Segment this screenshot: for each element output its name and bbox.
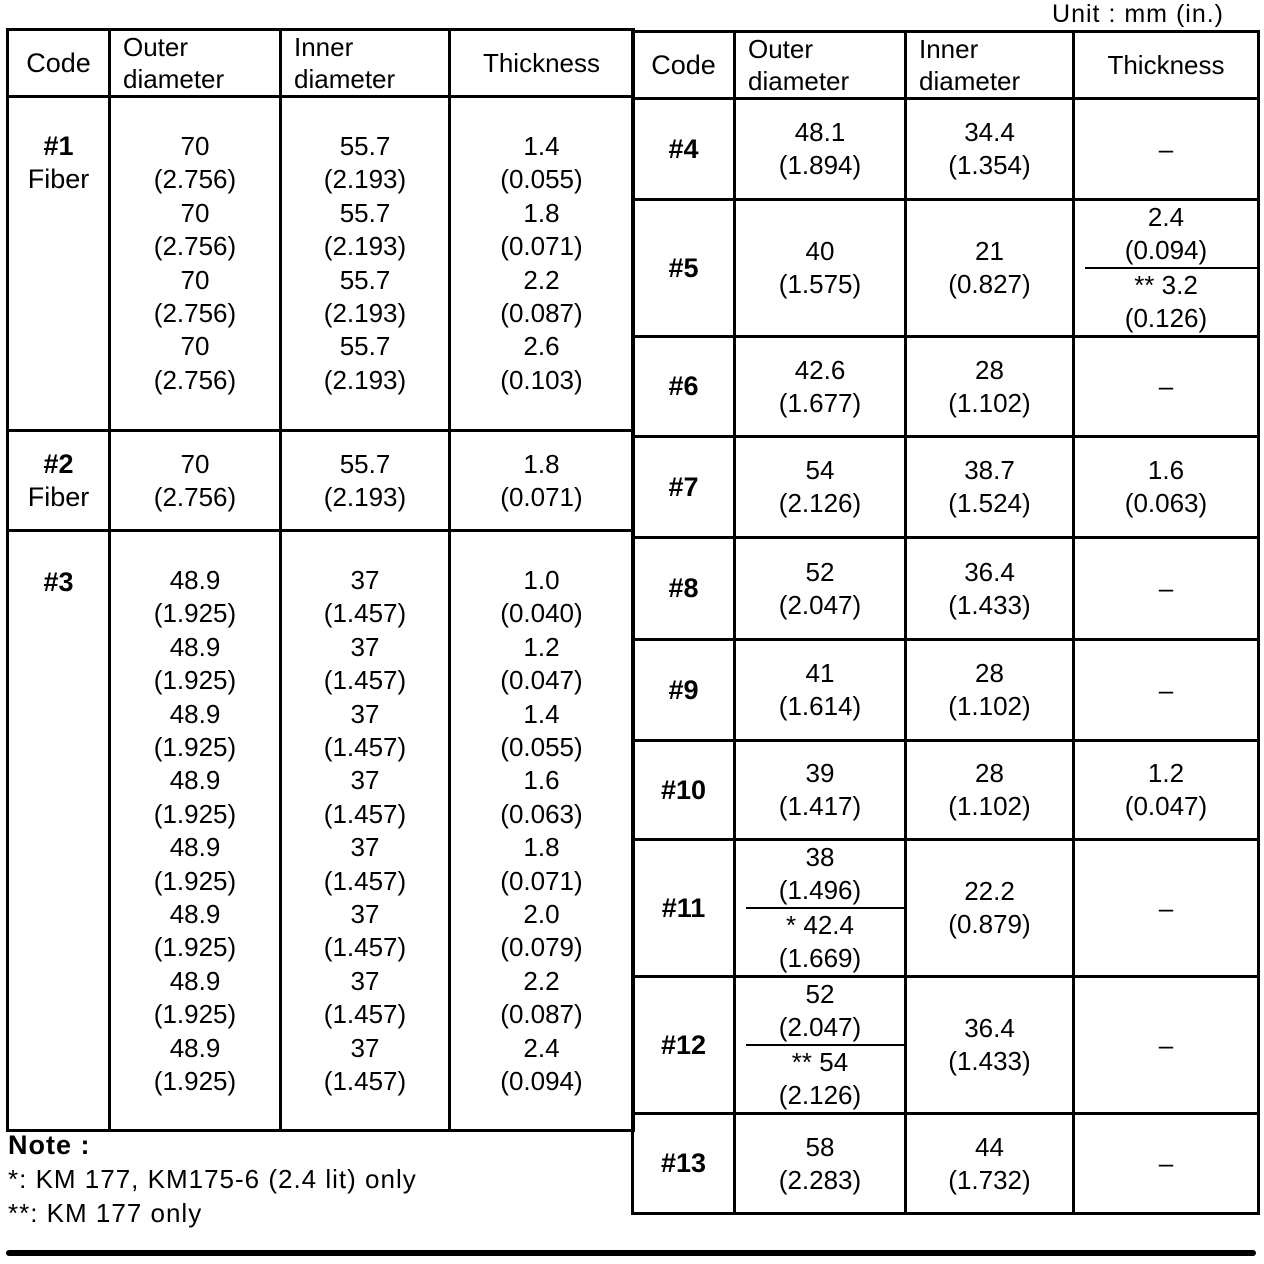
value-line: (2.193) [323,231,407,262]
table-row [633,200,1259,337]
value-line: (1.925) [153,999,237,1030]
value-line: 2.4 [1147,202,1185,232]
header-code: Code [633,32,735,99]
outer-diameter-cell [110,531,281,1131]
value-line: 70 [180,448,210,479]
value-line: (0.071) [500,481,583,512]
value-line: 34.4 [964,117,1015,147]
thickness-cell: – [1074,99,1259,200]
value-line: 37 [350,765,380,796]
value-line: 1.8 [523,832,560,863]
value-line: 36.4 [964,556,1015,587]
value-line: (1.417) [778,791,862,821]
header-row [8,30,634,97]
inner-diameter-cell [281,431,450,531]
value-line: (0.055) [500,732,583,763]
value-line: (1.457) [323,932,407,963]
header-inner-diameter: Inner diameter [281,30,450,97]
value-line: 48.9 [169,698,221,729]
value-line: 1.2 [523,631,560,662]
value-line: 52 [805,979,835,1009]
note-line-2: **: KM 177 only [8,1198,203,1228]
inner-diameter-cell [281,97,450,431]
code-9: #9 [633,640,735,741]
value-line: 48.9 [169,565,221,595]
value-line: 37 [350,832,380,863]
bottom-rule [6,1250,1256,1256]
outer-diameter-cell [735,538,906,640]
table-row [633,640,1259,741]
value-line: 37 [350,965,380,996]
inner-diameter-cell [906,337,1074,437]
value-line: 22.2 [964,876,1015,906]
note-block [8,1128,417,1230]
right-spec-table [631,30,1260,1215]
thickness-cell [450,431,634,531]
code-1: #1 Fiber [8,97,110,431]
inner-diameter-cell [906,741,1074,840]
table-row [633,977,1259,1114]
value-line: (0.071) [500,231,583,262]
value-line: (2.756) [153,298,237,329]
inner-diameter-cell [906,200,1074,337]
value-line: 37 [350,631,380,662]
value-line: ** 3.2 [1134,270,1198,300]
value-line: (1.925) [153,932,237,963]
value-line: 52 [805,556,835,587]
value-line: 28 [975,758,1004,788]
value-line: 58 [805,1131,835,1162]
value-line: * 42.4 [786,910,854,940]
code-4: #4 [633,99,735,200]
value-line: (1.457) [323,732,407,763]
value-line: (1.614) [778,691,862,721]
value-line: (1.524) [948,488,1031,518]
value-line: (1.102) [948,691,1031,721]
value-line: (2.193) [323,298,407,329]
value-line: 21 [975,236,1004,266]
value-line: (2.756) [153,364,237,395]
thickness-cell [450,97,634,431]
value-line: 37 [350,565,380,595]
value-line: (1.354) [948,150,1031,180]
value-line: (2.756) [153,231,237,262]
outer-diameter-cell [735,640,906,741]
value-line: 39 [805,758,835,788]
value-line: (2.126) [778,1080,862,1110]
value-line: 48.9 [169,965,221,996]
thickness-cell [1074,741,1259,840]
outer-diameter-cell [735,1114,906,1214]
value-line: 1.0 [523,565,560,595]
thickness-cell: – [1074,337,1259,437]
value-line: (1.925) [153,665,237,696]
value-line: 70 [180,264,210,295]
inner-diameter-cell [281,531,450,1131]
table-row [633,337,1259,437]
table-row [633,99,1259,200]
thickness-cell [1074,200,1259,337]
value-line: 40 [805,236,835,266]
value-line: 1.8 [523,448,560,479]
inner-diameter-cell [906,977,1074,1114]
value-line: 55.7 [339,448,391,479]
inner-diameter-cell [906,538,1074,640]
outer-diameter-cell [735,437,906,538]
value-line: 37 [350,899,380,930]
value-line: (1.925) [153,798,237,829]
value-line: (0.879) [948,909,1031,939]
code-10: #10 [633,741,735,840]
inner-diameter-cell [906,437,1074,538]
value-line: 1.2 [1147,758,1185,788]
value-line: (1.457) [323,1066,407,1097]
value-line: 37 [350,1032,380,1063]
value-line: 2.4 [523,1032,560,1063]
thickness-cell: – [1074,840,1259,977]
header-code: Code [8,30,110,97]
table-row [8,97,634,431]
value-line: 44 [975,1131,1004,1162]
value-line: 48.9 [169,631,221,662]
header-outer-diameter: Outer diameter [735,32,906,99]
value-line: (1.677) [778,387,862,418]
table-row [633,741,1259,840]
outer-diameter-cell [110,431,281,531]
outer-diameter-cell [110,97,281,431]
value-line: (2.047) [778,1012,862,1042]
value-line: 55.7 [339,331,391,362]
thickness-cell: – [1074,538,1259,640]
value-line: (2.283) [778,1164,862,1195]
value-line: 28 [975,354,1004,385]
value-line: 37 [350,698,380,729]
value-line: 48.9 [169,832,221,863]
value-line: (0.827) [948,269,1031,299]
value-line: (1.575) [778,269,862,299]
value-line: 38 [805,842,835,872]
value-line: 48.9 [169,899,221,930]
code-2: #2 Fiber [8,431,110,531]
code-11: #11 [633,840,735,977]
value-line: 70 [180,197,210,228]
table-row [633,1114,1259,1214]
thickness-cell: – [1074,977,1259,1114]
value-line: (1.457) [323,865,407,896]
value-line: (0.047) [1124,791,1208,821]
table-row [8,531,634,1131]
outer-diameter-cell [735,200,906,337]
code-3: #3 [8,531,110,1131]
value-line: (1.925) [153,598,237,629]
code-6: #6 [633,337,735,437]
value-line: (1.102) [948,791,1031,821]
value-line: ** 54 [791,1047,849,1077]
value-line: 55.7 [339,131,391,161]
value-line: (0.063) [1124,488,1208,518]
value-line: (0.103) [500,364,583,395]
outer-diameter-cell [735,840,906,977]
unit-label: Unit : mm (in.) [1052,0,1224,28]
value-line: 48.9 [169,765,221,796]
value-line: (0.094) [1124,235,1208,265]
value-line: 2.2 [523,264,560,295]
thickness-cell: – [1074,1114,1259,1214]
value-line: (2.756) [153,481,237,512]
note-title: Note : [8,1130,91,1160]
outer-diameter-cell [735,99,906,200]
table-row [8,431,634,531]
thickness-cell [1074,437,1259,538]
table-row [633,437,1259,538]
value-line: 1.6 [523,765,560,796]
value-line: (1.894) [778,150,862,180]
value-line: (0.040) [500,598,583,629]
value-line: (0.087) [500,999,583,1030]
value-line: 38.7 [964,455,1015,485]
value-line: (0.055) [500,164,583,195]
header-inner-diameter: Inner diameter [906,32,1074,99]
value-line: (2.047) [778,589,862,620]
outer-diameter-cell [735,977,906,1114]
value-line: (2.193) [323,164,407,195]
value-line: (1.457) [323,798,407,829]
left-spec-table [6,28,635,1132]
value-line: 1.4 [523,698,560,729]
thickness-cell [450,531,634,1131]
value-line: (2.756) [153,164,237,195]
value-line: 42.6 [794,354,846,385]
note-line-1: *: KM 177, KM175-6 (2.4 lit) only [8,1164,417,1194]
value-line: (1.732) [948,1164,1031,1195]
value-line: (0.087) [500,298,583,329]
value-line: 55.7 [339,197,391,228]
value-line: (1.102) [948,387,1031,418]
value-line: (1.496) [778,875,862,905]
value-line: 41 [805,658,835,688]
value-line: (2.126) [778,488,862,518]
inner-diameter-cell [906,840,1074,977]
value-line: (1.433) [948,1046,1031,1076]
table-row [633,538,1259,640]
value-line: 55.7 [339,264,391,295]
header-thickness: Thickness [1074,32,1259,99]
value-line: (1.925) [153,1066,237,1097]
outer-diameter-cell [735,741,906,840]
header-thickness: Thickness [450,30,634,97]
value-line: (0.079) [500,932,583,963]
value-line: 36.4 [964,1013,1015,1043]
value-line: (1.457) [323,999,407,1030]
value-line: 70 [180,131,210,161]
code-7: #7 [633,437,735,538]
inner-diameter-cell [906,640,1074,741]
inner-diameter-cell [906,1114,1074,1214]
value-line: 1.8 [523,197,560,228]
code-13: #13 [633,1114,735,1214]
value-line: (2.193) [323,481,407,512]
thickness-cell: – [1074,640,1259,741]
inner-diameter-cell [906,99,1074,200]
code-8: #8 [633,538,735,640]
value-line: (1.457) [323,665,407,696]
value-line: 2.0 [523,899,560,930]
code-12: #12 [633,977,735,1114]
value-line: 48.9 [169,1032,221,1063]
value-line: 48.1 [794,117,846,147]
value-line: (1.433) [948,589,1031,620]
header-outer-diameter: Outer diameter [110,30,281,97]
value-line: (1.669) [778,943,862,973]
value-line: 2.6 [523,331,560,362]
value-line: (2.193) [323,364,407,395]
value-line: 70 [180,331,210,362]
value-line: (0.126) [1124,303,1208,333]
value-line: 2.2 [523,965,560,996]
table-row [633,840,1259,977]
code-5: #5 [633,200,735,337]
value-line: (1.457) [323,598,407,629]
value-line: 1.6 [1147,455,1185,485]
value-line: (1.925) [153,732,237,763]
value-line: 28 [975,658,1004,688]
value-line: (0.063) [500,798,583,829]
value-line: (1.925) [153,865,237,896]
value-line: (0.071) [500,865,583,896]
header-row [633,32,1259,99]
value-line: (0.047) [500,665,583,696]
outer-diameter-cell [735,337,906,437]
value-line: 54 [805,455,835,485]
value-line: (0.094) [500,1066,583,1097]
value-line: 1.4 [523,131,560,161]
